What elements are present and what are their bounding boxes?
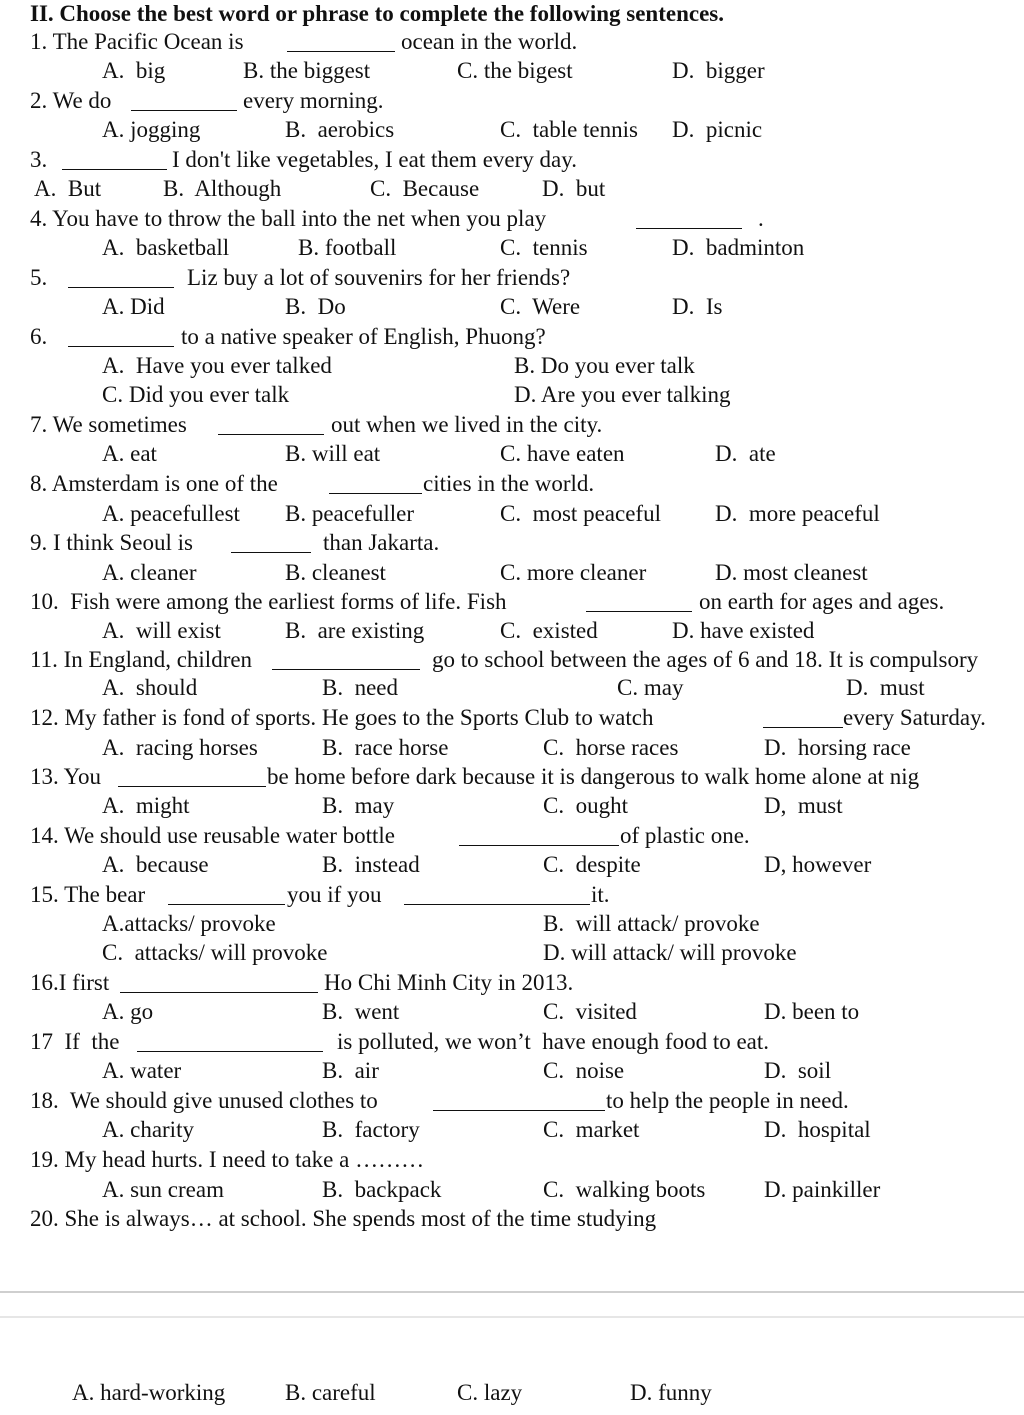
q15-option-b: B. will attack/ provoke <box>543 911 760 936</box>
q20-option-a: A. hard-working <box>72 1380 226 1405</box>
answer-blank-16 <box>120 992 318 993</box>
q2-option-a: A. jogging <box>102 117 201 142</box>
q4-option-a: A. basketball <box>102 235 230 260</box>
q9-option-b: B. cleanest <box>285 560 386 585</box>
q15-option-a: A.attacks/ provoke <box>102 911 276 936</box>
question-12-stem: 12. My father is fond of sports. He goes to the Sports Club to watch <box>30 705 654 730</box>
question-11-tail: go to school between the ages of 6 and 18. It is compulsory <box>432 647 979 672</box>
q9-option-c: C. more cleaner <box>500 560 647 585</box>
q3-option-a: A. But <box>34 176 102 201</box>
question-3-stem: 3. <box>30 147 48 172</box>
q8-option-c: C. most peaceful <box>500 501 661 526</box>
question-13-tail: be home before dark because it is dangerous to walk home alone at nig <box>267 764 920 789</box>
q20-option-c: C. lazy <box>457 1380 523 1405</box>
q11-option-a: A. should <box>102 675 198 700</box>
question-6-stem: 6. <box>30 324 48 349</box>
question-5-stem: 5. <box>30 265 48 290</box>
q18-option-a: A. charity <box>102 1117 194 1142</box>
q13-option-a: A. might <box>102 793 190 818</box>
question-7-stem: 7. We sometimes <box>30 412 187 437</box>
question-14-stem: 14. We should use reusable water bottle <box>30 823 395 848</box>
q1-option-d: D. bigger <box>672 58 765 83</box>
question-10-tail: on earth for ages and ages. <box>699 589 945 614</box>
q13-option-c: C. ought <box>543 793 628 818</box>
question-13-stem: 13. You <box>30 764 101 789</box>
answer-blank-15a <box>168 904 285 905</box>
q18-option-d: D. hospital <box>764 1117 871 1142</box>
q16-option-a: A. go <box>102 999 154 1024</box>
question-16-stem: 16.I first <box>30 970 110 995</box>
q20-option-d: D. funny <box>630 1380 712 1405</box>
q4-option-b: B. football <box>298 235 397 260</box>
answer-blank-2 <box>131 110 237 111</box>
q1-option-a: A. big <box>102 58 166 83</box>
q10-option-a: A. will exist <box>102 618 221 643</box>
answer-blank-13 <box>118 786 266 787</box>
q12-option-d: D. horsing race <box>764 735 911 760</box>
q11-option-c: C. may <box>617 675 684 700</box>
question-8-stem: 8. Amsterdam is one of the <box>30 471 278 496</box>
q13-option-d: D, must <box>764 793 843 818</box>
q7-option-c: C. have eaten <box>500 441 625 466</box>
question-18-tail: to help the people in need. <box>606 1088 849 1113</box>
q11-option-d: D. must <box>846 675 925 700</box>
q14-option-c: C. despite <box>543 852 641 877</box>
q16-option-d: D. been to <box>764 999 860 1024</box>
q14-option-b: B. instead <box>322 852 420 877</box>
q6-option-a: A. Have you ever talked <box>102 353 332 378</box>
question-15-stem: 15. The bear <box>30 882 146 907</box>
q17-option-c: C. noise <box>543 1058 625 1083</box>
question-6-tail: to a native speaker of English, Phuong? <box>181 324 546 349</box>
question-2-stem: 2. We do <box>30 88 112 113</box>
q5-option-b: B. Do <box>285 294 346 319</box>
question-9-stem: 9. I think Seoul is <box>30 530 193 555</box>
q20-option-b: B. careful <box>285 1380 376 1405</box>
answer-blank-7 <box>218 434 324 435</box>
answer-blank-12 <box>763 727 843 728</box>
answer-blank-3 <box>62 169 167 170</box>
q3-option-c: C. Because <box>370 176 480 201</box>
q19-option-d: D. painkiller <box>764 1177 881 1202</box>
answer-blank-4 <box>636 228 742 229</box>
q7-option-a: A. eat <box>102 441 157 466</box>
q6-option-d: D. Are you ever talking <box>514 382 731 407</box>
q10-option-b: B. are existing <box>285 618 425 643</box>
q7-option-b: B. will eat <box>285 441 381 466</box>
question-5-tail: Liz buy a lot of souvenirs for her friends? <box>187 265 571 290</box>
q9-option-d: D. most cleanest <box>715 560 868 585</box>
section-title: II. Choose the best word or phrase to complete the following sentences. <box>30 1 724 26</box>
q9-option-a: A. cleaner <box>102 560 197 585</box>
q3-option-b: B. Although <box>163 176 282 201</box>
answer-blank-14 <box>459 845 619 846</box>
q12-option-b: B. race horse <box>322 735 449 760</box>
answer-blank-5 <box>68 287 174 288</box>
question-11-stem: 11. In England, children <box>30 647 253 672</box>
q2-option-c: C. table tennis <box>500 117 638 142</box>
q5-option-d: D. Is <box>672 294 723 319</box>
question-12-tail: every Saturday. <box>843 705 986 730</box>
q12-option-a: A. racing horses <box>102 735 258 760</box>
question-15-tail: it. <box>591 882 610 907</box>
q10-option-d: D. have existed <box>672 618 815 643</box>
question-20-stem: 20. She is always… at school. She spends most of the time studying <box>30 1206 657 1231</box>
q8-option-a: A. peacefullest <box>102 501 240 526</box>
q2-option-d: D. picnic <box>672 117 763 142</box>
q18-option-b: B. factory <box>322 1117 420 1142</box>
answer-blank-11 <box>272 669 420 670</box>
q12-option-c: C. horse races <box>543 735 679 760</box>
answer-blank-15b <box>404 904 590 905</box>
q14-option-d: D, however <box>764 852 872 877</box>
question-8-tail: cities in the world. <box>423 471 595 496</box>
question-16-tail: Ho Chi Minh City in 2013. <box>324 970 574 995</box>
q4-option-d: D. badminton <box>672 235 805 260</box>
q19-option-c: C. walking boots <box>543 1177 706 1202</box>
q18-option-c: C. market <box>543 1117 640 1142</box>
question-18-stem: 18. We should give unused clothes to <box>30 1088 378 1113</box>
q5-option-a: A. Did <box>102 294 165 319</box>
answer-blank-10 <box>586 611 692 612</box>
answer-blank-18 <box>433 1110 605 1111</box>
question-1-stem: 1. The Pacific Ocean is <box>30 29 244 54</box>
q13-option-b: B. may <box>322 793 395 818</box>
q6-option-c: C. Did you ever talk <box>102 382 290 407</box>
q14-option-a: A. because <box>102 852 209 877</box>
question-2-tail: every morning. <box>243 88 384 113</box>
answer-blank-9 <box>231 552 311 553</box>
q4-option-c: C. tennis <box>500 235 588 260</box>
q19-option-a: A. sun cream <box>102 1177 224 1202</box>
q16-option-c: C. visited <box>543 999 637 1024</box>
q7-option-d: D. ate <box>715 441 776 466</box>
question-7-tail: out when we lived in the city. <box>331 412 603 437</box>
q19-option-b: B. backpack <box>322 1177 442 1202</box>
q17-option-d: D. soil <box>764 1058 832 1083</box>
question-4-tail: . <box>758 206 764 231</box>
question-4-stem: 4. You have to throw the ball into the net when you play <box>30 206 547 231</box>
question-19-stem: 19. My head hurts. I need to take a ……… <box>30 1147 425 1172</box>
answer-blank-8 <box>329 493 422 494</box>
q8-option-d: D. more peaceful <box>715 501 880 526</box>
q1-option-c: C. the bigest <box>457 58 573 83</box>
answer-blank-6 <box>68 346 174 347</box>
question-14-tail: of plastic one. <box>620 823 750 848</box>
q16-option-b: B. went <box>322 999 400 1024</box>
q17-option-b: B. air <box>322 1058 379 1083</box>
q5-option-c: C. Were <box>500 294 581 319</box>
question-9-tail: than Jakarta. <box>323 530 440 555</box>
question-15-middle: you if you <box>287 882 382 907</box>
page-divider-2 <box>0 1316 1024 1318</box>
answer-blank-1 <box>287 51 395 52</box>
q2-option-b: B. aerobics <box>285 117 395 142</box>
q10-option-c: C. existed <box>500 618 598 643</box>
q6-option-b: B. Do you ever talk <box>514 353 695 378</box>
question-10-stem: 10. Fish were among the earliest forms of life. Fish <box>30 589 507 614</box>
q17-option-a: A. water <box>102 1058 182 1083</box>
q8-option-b: B. peacefuller <box>285 501 414 526</box>
question-1-tail: ocean in the world. <box>401 29 578 54</box>
q15-option-c: C. attacks/ will provoke <box>102 940 328 965</box>
question-3-tail: I don't like vegetables, I eat them every day. <box>172 147 577 172</box>
q15-option-d: D. will attack/ will provoke <box>543 940 797 965</box>
question-17-stem: 17 If the <box>30 1029 120 1054</box>
question-17-tail: is polluted, we won’t have enough food to eat. <box>337 1029 770 1054</box>
q3-option-d: D. but <box>542 176 606 201</box>
q1-option-b: B. the biggest <box>243 58 371 83</box>
q11-option-b: B. need <box>322 675 399 700</box>
page-divider <box>0 1291 1024 1293</box>
answer-blank-17 <box>137 1051 323 1052</box>
